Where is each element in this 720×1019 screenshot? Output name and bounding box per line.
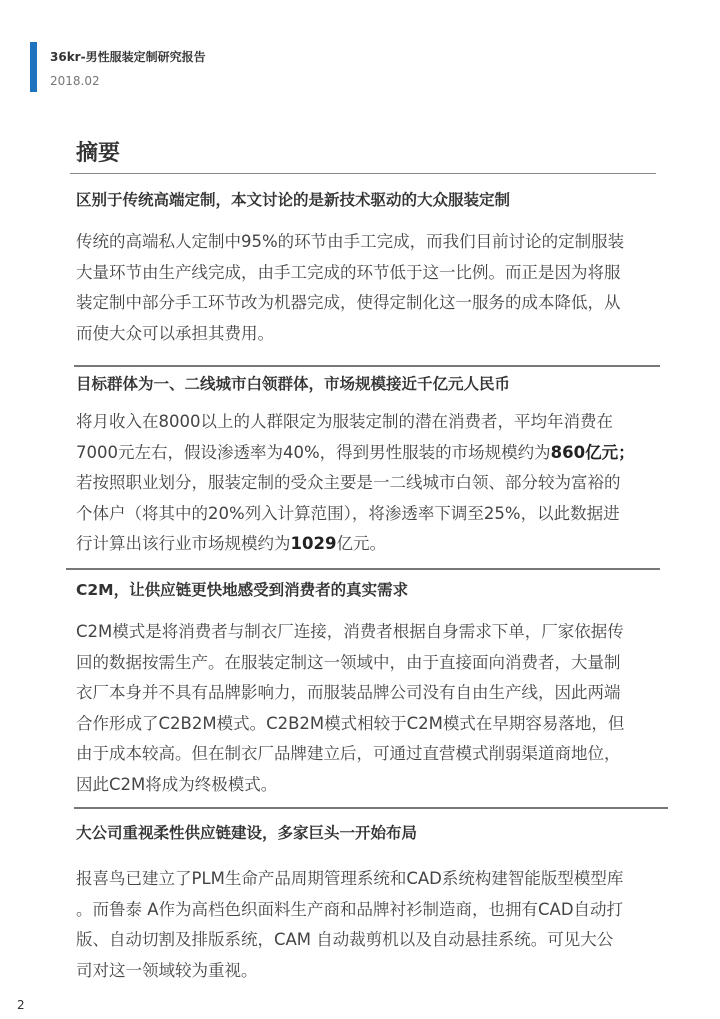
paragraph-line: 衣厂本身并不具有品牌影响力，而服装品牌公司没有自由生产线，因此两端 bbox=[76, 683, 621, 702]
paragraph-line: 合作形成了C2B2M模式。C2B2M模式相较于C2M模式在早期容易落地，但 bbox=[76, 713, 625, 733]
page-number: 2 bbox=[17, 998, 25, 1012]
text-segment: 行计算出该行业市场规模约为 bbox=[76, 534, 291, 553]
section-heading-4: 大公司重视柔性供应链建设，多家巨头一开始布局 bbox=[76, 824, 418, 842]
paragraph-line: 报喜鸟已建立了PLM生命产品周期管理系统和CAD系统构建智能版型模型库 bbox=[76, 869, 624, 888]
highlight-market-size: 860亿元； bbox=[550, 442, 635, 462]
paragraph-line: 个体户（将其中的20%列入计算范围），将渗透率下调至25%，以此数据进 bbox=[76, 503, 620, 523]
section-paragraph-2 bbox=[76, 407, 648, 560]
section-paragraph-1 bbox=[76, 227, 648, 349]
section-heading-3: C2M，让供应链更快地感受到消费者的真实需求 bbox=[76, 581, 409, 599]
section-heading-2: 目标群体为一、二线城市白领群体，市场规模接近千亿元人民币 bbox=[76, 375, 511, 393]
paragraph-line: 大量环节由生产线完成，由手工完成的环节低于这一比例。而正是因为将服 bbox=[76, 262, 621, 282]
divider bbox=[70, 173, 656, 174]
paragraph-line: 传统的高端私人定制中95%的环节由手工完成，而我们目前讨论的定制服装 bbox=[76, 232, 625, 251]
highlight-market-size: 1029 bbox=[290, 534, 337, 553]
divider bbox=[74, 365, 660, 367]
header-accent-bar bbox=[30, 42, 37, 92]
section-paragraph-4 bbox=[76, 864, 648, 986]
paragraph-line bbox=[76, 529, 648, 560]
paragraph-line: C2M模式是将消费者与制衣厂连接，消费者根据自身需求下单，厂家依据传 bbox=[76, 622, 624, 641]
divider bbox=[74, 807, 668, 809]
section-heading-1: 区别于传统高端定制，本文讨论的是新技术驱动的大众服装定制 bbox=[76, 191, 511, 209]
report-title: 36kr-男性服装定制研究报告 bbox=[50, 50, 206, 64]
paragraph-line: 由于成本较高。但在制衣厂品牌建立后，可通过直营模式削弱渠道商地位， bbox=[76, 744, 621, 763]
text-segment: 亿元。 bbox=[336, 534, 386, 553]
paragraph-line bbox=[76, 438, 648, 469]
abstract-title: 摘要 bbox=[76, 141, 121, 166]
divider bbox=[66, 568, 660, 570]
paragraph-line: 而使大众可以承担其费用。 bbox=[76, 323, 274, 343]
text-segment: 7000元左右，假设渗透率为40%，得到男性服装的市场规模约为 bbox=[76, 442, 551, 462]
paragraph-line: 。而鲁泰 A作为高档色织面料生产商和品牌衬衫制造商，也拥有CAD自动打 bbox=[76, 899, 624, 919]
report-date: 2018.02 bbox=[50, 74, 100, 88]
paragraph-line: 装定制中部分手工环节改为机器完成，使得定制化这一服务的成本降低，从 bbox=[76, 293, 621, 312]
paragraph-line: 版、自动切割及排版系统，CAM 自动裁剪机以及自动悬挂系统。可见大公 bbox=[76, 930, 614, 949]
paragraph-line: 若按照职业划分，服装定制的受众主要是一二线城市白领、部分较为富裕的 bbox=[76, 473, 621, 492]
paragraph-line: 回的数据按需生产。在服装定制这一领域中，由于直接面向消费者，大量制 bbox=[76, 652, 621, 672]
paragraph-line: 因此C2M将成为终极模式。 bbox=[76, 774, 278, 794]
section-paragraph-3 bbox=[76, 617, 648, 800]
paragraph-line: 将月收入在8000以上的人群限定为服装定制的潜在消费者，平均年消费在 bbox=[76, 412, 613, 431]
paragraph-line: 司对这一领域较为重视。 bbox=[76, 960, 258, 980]
